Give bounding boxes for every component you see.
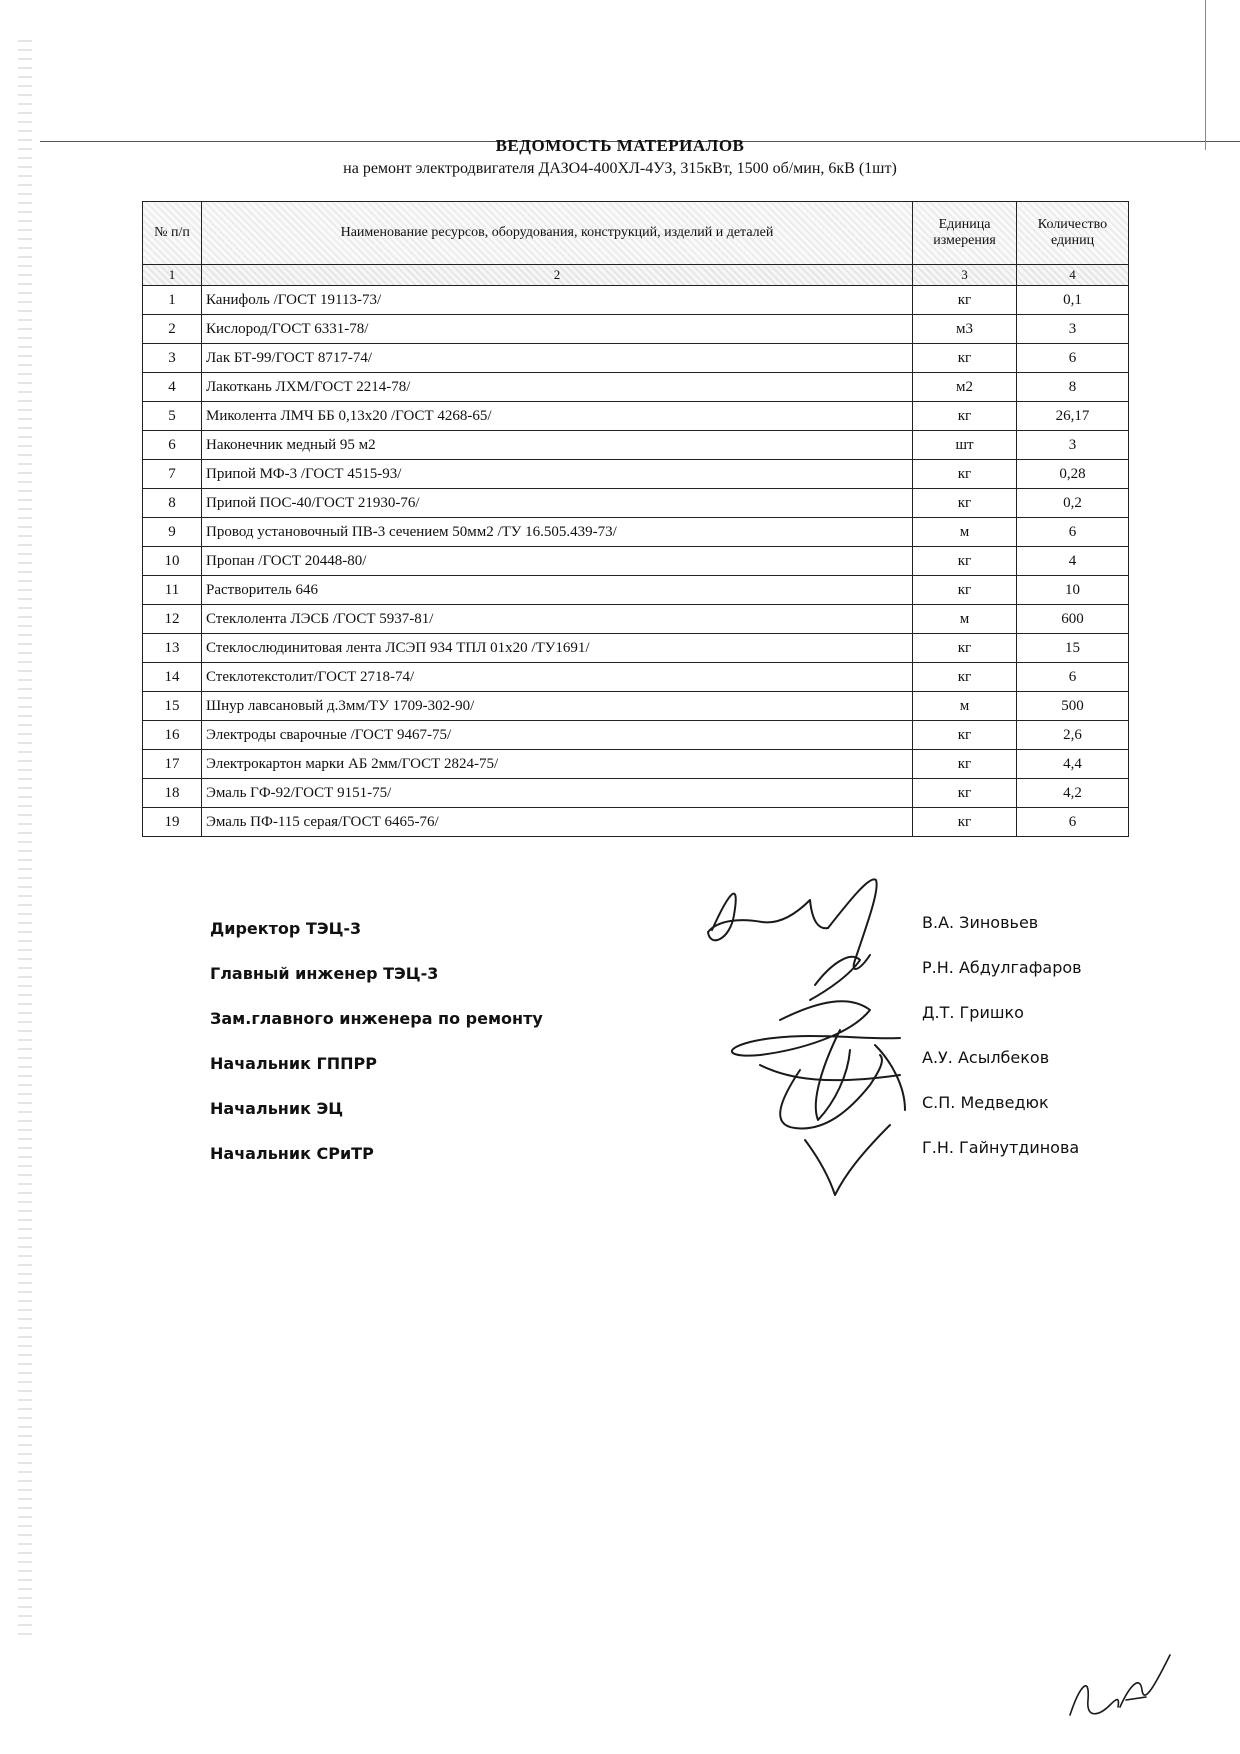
- row-number-cell: 7: [143, 460, 202, 489]
- row-number-cell: 8: [143, 489, 202, 518]
- row-number-cell: 14: [143, 663, 202, 692]
- material-name-cell: Стеклотекстолит/ГОСТ 2718-74/: [202, 663, 913, 692]
- document-title: ВЕДОМОСТЬ МАТЕРИАЛОВ: [495, 136, 745, 155]
- row-number-cell: 18: [143, 779, 202, 808]
- column-number: 4: [1017, 265, 1129, 286]
- table-row: [143, 663, 1129, 692]
- scan-edge-noise: [18, 40, 32, 1640]
- material-name-cell: Наконечник медный 95 м2: [202, 431, 913, 460]
- material-name-cell: Миколента ЛМЧ ББ 0,13х20 /ГОСТ 4268-65/: [202, 402, 913, 431]
- unit-cell: кг: [913, 750, 1017, 779]
- row-number-cell: 11: [143, 576, 202, 605]
- signer-role: Директор ТЭЦ-3: [210, 919, 362, 938]
- material-name-cell: Лак БТ-99/ГОСТ 8717-74/: [202, 344, 913, 373]
- material-name-cell: Припой ПОС-40/ГОСТ 21930-76/: [202, 489, 913, 518]
- row-number-cell: 1: [143, 286, 202, 315]
- table-row: [143, 431, 1129, 460]
- unit-cell: кг: [913, 663, 1017, 692]
- material-name-cell: Эмаль ГФ-92/ГОСТ 9151-75/: [202, 779, 913, 808]
- signer-role: Главный инженер ТЭЦ-3: [210, 964, 439, 983]
- row-number-cell: 13: [143, 634, 202, 663]
- material-name-cell: Эмаль ПФ-115 серая/ГОСТ 6465-76/: [202, 808, 913, 837]
- material-name-cell: Припой МФ-3 /ГОСТ 4515-93/: [202, 460, 913, 489]
- quantity-cell: 6: [1017, 808, 1129, 837]
- quantity-cell: 500: [1017, 692, 1129, 721]
- signer-names: [922, 913, 1082, 1183]
- quantity-cell: 0,2: [1017, 489, 1129, 518]
- table-row: [143, 721, 1129, 750]
- table-row: [143, 576, 1129, 605]
- table-row: [143, 315, 1129, 344]
- table-row: [143, 460, 1129, 489]
- unit-cell: кг: [913, 286, 1017, 315]
- material-name-cell: Кислород/ГОСТ 6331-78/: [202, 315, 913, 344]
- unit-cell: кг: [913, 576, 1017, 605]
- header-quantity: Количество единиц: [1017, 202, 1129, 265]
- quantity-cell: 6: [1017, 344, 1129, 373]
- unit-cell: м3: [913, 315, 1017, 344]
- quantity-cell: 10: [1017, 576, 1129, 605]
- table-row: [143, 692, 1129, 721]
- document-subtitle: на ремонт электродвигателя ДАЗО4-400ХЛ-4УЗ, 315кВт, 1500 об/мин, 6кВ (1шт): [343, 160, 897, 177]
- column-number: 2: [202, 265, 913, 286]
- signer-name: А.У. Асылбеков: [922, 1048, 1050, 1067]
- table-row: [143, 402, 1129, 431]
- table-row: [143, 779, 1129, 808]
- signer-name: Д.Т. Гришко: [922, 1003, 1024, 1022]
- column-number: 3: [913, 265, 1017, 286]
- row-number-cell: 10: [143, 547, 202, 576]
- material-name-cell: Пропан /ГОСТ 20448-80/: [202, 547, 913, 576]
- row-number-cell: 2: [143, 315, 202, 344]
- quantity-cell: 8: [1017, 373, 1129, 402]
- column-number-row: [143, 265, 1129, 286]
- unit-cell: м: [913, 692, 1017, 721]
- signer-name: В.А. Зиновьев: [922, 913, 1039, 932]
- material-name-cell: Провод установочный ПВ-3 сечением 50мм2 /ТУ 16.505.439-73/: [202, 518, 913, 547]
- row-number-cell: 6: [143, 431, 202, 460]
- row-number-cell: 5: [143, 402, 202, 431]
- row-number-cell: 15: [143, 692, 202, 721]
- signature-cluster: [700, 870, 940, 1200]
- unit-cell: м2: [913, 373, 1017, 402]
- unit-cell: кг: [913, 344, 1017, 373]
- row-number-cell: 3: [143, 344, 202, 373]
- header-number: № п/п: [143, 202, 202, 265]
- quantity-cell: 4,4: [1017, 750, 1129, 779]
- signer-role: Зам.главного инженера по ремонту: [210, 1009, 543, 1028]
- quantity-cell: 4,2: [1017, 779, 1129, 808]
- table-row: [143, 518, 1129, 547]
- table-row: [143, 373, 1129, 402]
- signer-name: Г.Н. Гайнутдинова: [922, 1138, 1080, 1157]
- table-row: [143, 605, 1129, 634]
- material-name-cell: Стеклослюдинитовая лента ЛСЭП 934 ТПЛ 01х20 /ТУ1691/: [202, 634, 913, 663]
- unit-cell: м: [913, 605, 1017, 634]
- unit-cell: кг: [913, 779, 1017, 808]
- material-name-cell: Шнур лавсановый д.3мм/ТУ 1709-302-90/: [202, 692, 913, 721]
- signer-roles: [210, 919, 543, 1189]
- quantity-cell: 2,6: [1017, 721, 1129, 750]
- unit-cell: кг: [913, 402, 1017, 431]
- row-number-cell: 4: [143, 373, 202, 402]
- material-name-cell: Стеклолента ЛЭСБ /ГОСТ 5937-81/: [202, 605, 913, 634]
- signer-role: Начальник ЭЦ: [210, 1099, 344, 1118]
- row-number-cell: 12: [143, 605, 202, 634]
- material-name-cell: Растворитель 646: [202, 576, 913, 605]
- unit-cell: кг: [913, 460, 1017, 489]
- material-name-cell: Электроды сварочные /ГОСТ 9467-75/: [202, 721, 913, 750]
- table-header-row: [143, 202, 1129, 265]
- unit-cell: м: [913, 518, 1017, 547]
- quantity-cell: 26,17: [1017, 402, 1129, 431]
- quantity-cell: 0,28: [1017, 460, 1129, 489]
- row-number-cell: 9: [143, 518, 202, 547]
- table-body: [143, 265, 1129, 837]
- table-row: [143, 634, 1129, 663]
- quantity-cell: 600: [1017, 605, 1129, 634]
- row-number-cell: 17: [143, 750, 202, 779]
- quantity-cell: 3: [1017, 315, 1129, 344]
- unit-cell: кг: [913, 489, 1017, 518]
- quantity-cell: 0,1: [1017, 286, 1129, 315]
- row-number-cell: 19: [143, 808, 202, 837]
- unit-cell: кг: [913, 634, 1017, 663]
- header-name: Наименование ресурсов, оборудования, конструкций, изделий и деталей: [202, 202, 913, 265]
- column-number: 1: [143, 265, 202, 286]
- signer-name: Р.Н. Абдулгафаров: [922, 958, 1082, 977]
- signer-role: Начальник ГППРР: [210, 1054, 377, 1073]
- quantity-cell: 6: [1017, 663, 1129, 692]
- table-row: [143, 547, 1129, 576]
- unit-cell: кг: [913, 721, 1017, 750]
- table-row: [143, 344, 1129, 373]
- table-row: [143, 750, 1129, 779]
- material-name-cell: Канифоль /ГОСТ 19113-73/: [202, 286, 913, 315]
- material-name-cell: Лакоткань ЛХМ/ГОСТ 2214-78/: [202, 373, 913, 402]
- row-number-cell: 16: [143, 721, 202, 750]
- table-row: [143, 489, 1129, 518]
- quantity-cell: 3: [1017, 431, 1129, 460]
- table-row: [143, 286, 1129, 315]
- material-name-cell: Электрокартон марки АБ 2мм/ГОСТ 2824-75/: [202, 750, 913, 779]
- signer-name: С.П. Медведюк: [922, 1093, 1049, 1112]
- unit-cell: кг: [913, 808, 1017, 837]
- right-rule: [1205, 0, 1206, 150]
- table-row: [143, 808, 1129, 837]
- signer-role: Начальник СРиТР: [210, 1144, 374, 1163]
- initials-mark: [1060, 1645, 1180, 1735]
- unit-cell: шт: [913, 431, 1017, 460]
- quantity-cell: 4: [1017, 547, 1129, 576]
- quantity-cell: 15: [1017, 634, 1129, 663]
- unit-cell: кг: [913, 547, 1017, 576]
- materials-table: [142, 201, 1129, 837]
- header-unit: Единица измерения: [913, 202, 1017, 265]
- quantity-cell: 6: [1017, 518, 1129, 547]
